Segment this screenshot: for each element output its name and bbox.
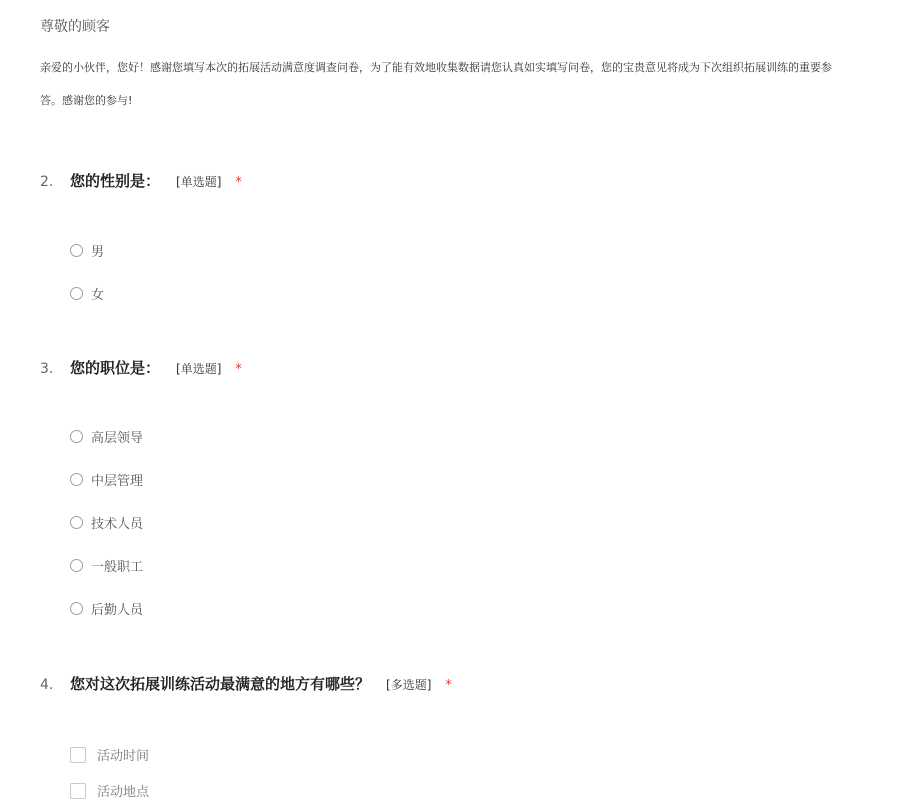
checkbox-option-activity-location[interactable] [70, 781, 149, 800]
required-asterisk: * [235, 362, 242, 377]
option-label[interactable]: 活动地点 [97, 785, 150, 800]
required-asterisk: * [235, 175, 242, 190]
option-label[interactable]: 女 [91, 288, 105, 303]
question-4-header [40, 673, 452, 694]
radio-button[interactable] [70, 244, 83, 257]
option-label[interactable]: 中层管理 [91, 474, 144, 489]
checkbox[interactable] [70, 747, 86, 763]
radio-button[interactable] [70, 559, 83, 572]
radio-option-general-employee[interactable] [70, 556, 143, 575]
intro-text-line-2: 答。感谢您的参与! [40, 94, 133, 107]
radio-option-senior-leader[interactable] [70, 427, 143, 446]
radio-button[interactable] [70, 473, 83, 486]
greeting-heading: 尊敬的顾客 [40, 19, 110, 35]
radio-option-male[interactable] [70, 241, 104, 260]
question-title: 您的性别是： [70, 172, 161, 190]
radio-option-middle-manager[interactable] [70, 470, 143, 489]
question-title: 您的职位是： [70, 359, 161, 377]
question-type-tag: [多选题] [386, 678, 432, 692]
radio-option-logistics-staff[interactable] [70, 599, 143, 618]
option-label[interactable]: 活动时间 [97, 749, 150, 764]
option-label[interactable]: 一般职工 [91, 560, 144, 575]
question-type-tag: [单选题] [176, 362, 222, 376]
radio-button[interactable] [70, 602, 83, 615]
question-number: 4. [40, 677, 54, 693]
radio-button[interactable] [70, 287, 83, 300]
question-type-tag: [单选题] [176, 175, 222, 189]
question-3-header [40, 357, 242, 378]
checkbox[interactable] [70, 783, 86, 799]
question-number: 2. [40, 174, 54, 190]
question-title: 您对这次拓展训练活动最满意的地方有哪些？ [70, 675, 371, 693]
option-label[interactable]: 后勤人员 [91, 603, 144, 618]
question-number: 3. [40, 361, 54, 377]
checkbox-option-activity-time[interactable] [70, 745, 149, 764]
radio-button[interactable] [70, 516, 83, 529]
question-2-header [40, 170, 242, 191]
intro-text-line-1: 亲爱的小伙伴，您好！感谢您填写本次的拓展活动满意度调查问卷，为了能有效地收集数据请您认真如实填写问卷，您的宝贵意见将成为下次组织拓展训练的重要参 [40, 61, 832, 74]
radio-button[interactable] [70, 430, 83, 443]
option-label[interactable]: 男 [91, 245, 105, 260]
required-asterisk: * [445, 678, 452, 693]
option-label[interactable]: 技术人员 [91, 517, 144, 532]
radio-option-female[interactable] [70, 284, 104, 303]
option-label[interactable]: 高层领导 [91, 431, 144, 446]
radio-option-technical-staff[interactable] [70, 513, 143, 532]
